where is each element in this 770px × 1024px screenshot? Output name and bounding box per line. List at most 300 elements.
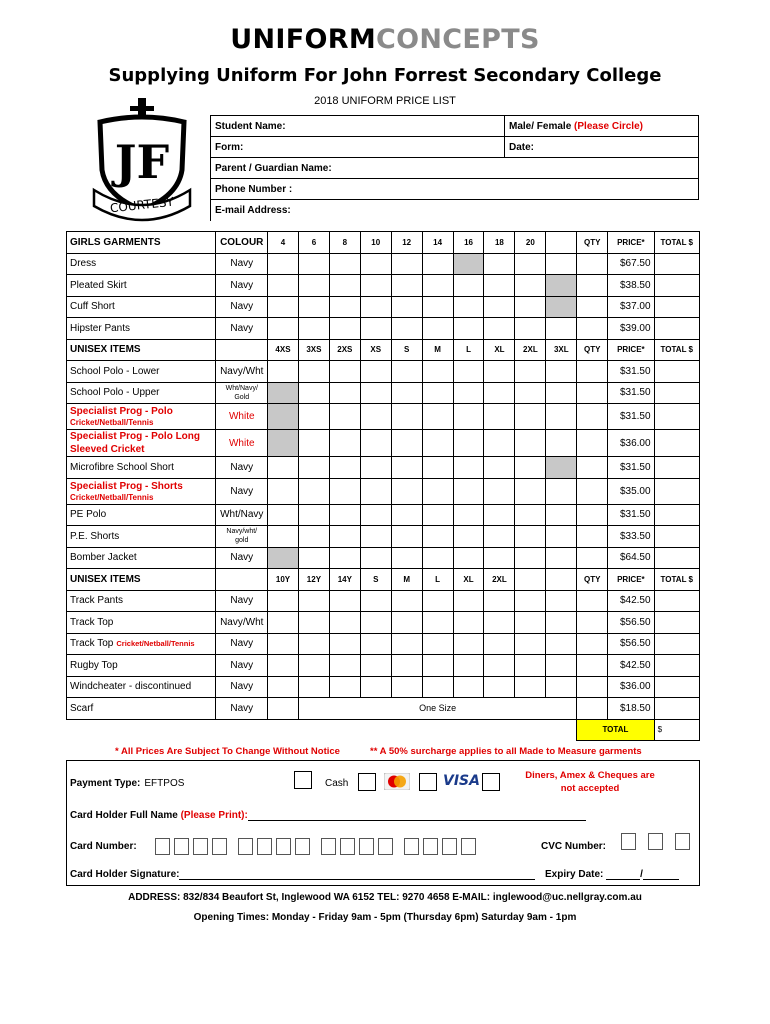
size-cell[interactable] xyxy=(360,382,391,404)
size-cell[interactable] xyxy=(298,253,329,275)
card-holder-name[interactable]: Card Holder Full Name (Please Print): xyxy=(70,810,586,821)
size-cell[interactable] xyxy=(298,404,329,430)
card-digit-box[interactable] xyxy=(212,838,227,855)
table-row xyxy=(67,457,700,479)
gender-field[interactable]: Male/ Female (Please Circle) xyxy=(505,116,699,137)
qty-cell[interactable] xyxy=(577,698,608,720)
size-cell[interactable] xyxy=(298,526,329,548)
size-cell[interactable] xyxy=(298,457,329,479)
grand-total-label: TOTAL xyxy=(577,719,654,741)
payment-type xyxy=(70,778,184,789)
total-cell[interactable] xyxy=(654,382,699,404)
size-cell[interactable] xyxy=(298,430,329,457)
item-name xyxy=(67,253,216,275)
size-cell[interactable] xyxy=(329,676,360,698)
one-size-cell: One Size xyxy=(298,698,576,720)
total-cell[interactable] xyxy=(654,633,699,655)
price-header: PRICE* xyxy=(608,569,654,591)
size-cell[interactable] xyxy=(298,382,329,404)
size-header: 20 xyxy=(515,232,546,254)
size-cell[interactable] xyxy=(546,633,577,655)
size-cell[interactable] xyxy=(268,676,299,698)
size-cell[interactable] xyxy=(360,633,391,655)
card-digit-box[interactable] xyxy=(321,838,336,855)
size-cell[interactable] xyxy=(360,318,391,340)
size-cell[interactable] xyxy=(422,275,453,297)
size-cell[interactable] xyxy=(515,296,546,318)
size-cell[interactable] xyxy=(298,633,329,655)
qty-header: QTY xyxy=(577,232,608,254)
size-cell[interactable] xyxy=(268,633,299,655)
size-cell[interactable] xyxy=(515,590,546,612)
size-cell[interactable] xyxy=(360,478,391,504)
size-cell[interactable] xyxy=(268,382,299,404)
size-cell[interactable] xyxy=(298,504,329,526)
size-cell[interactable] xyxy=(453,612,484,634)
size-cell[interactable] xyxy=(422,361,453,383)
qty-cell[interactable] xyxy=(577,318,608,340)
qty-header: QTY xyxy=(577,339,608,361)
size-cell[interactable] xyxy=(422,382,453,404)
size-cell[interactable] xyxy=(453,296,484,318)
size-cell[interactable] xyxy=(546,457,577,479)
total-cell[interactable] xyxy=(654,275,699,297)
expiry-date[interactable]: Expiry Date: / xyxy=(545,869,679,880)
size-cell[interactable] xyxy=(453,590,484,612)
size-cell[interactable] xyxy=(422,504,453,526)
size-cell[interactable] xyxy=(422,633,453,655)
size-cell[interactable] xyxy=(422,590,453,612)
phone-field[interactable]: Phone Number : xyxy=(211,179,699,200)
size-cell[interactable] xyxy=(329,633,360,655)
size-cell[interactable] xyxy=(515,633,546,655)
size-cell[interactable] xyxy=(329,504,360,526)
total-cell[interactable] xyxy=(654,655,699,677)
size-cell[interactable] xyxy=(268,296,299,318)
size-cell[interactable] xyxy=(453,382,484,404)
size-cell[interactable] xyxy=(391,361,422,383)
price-cell: $42.50 xyxy=(608,590,654,612)
price-cell: $56.50 xyxy=(608,633,654,655)
item-name-text: Specialist Prog - Shorts xyxy=(70,480,183,492)
size-cell[interactable] xyxy=(546,253,577,275)
qty-cell[interactable] xyxy=(577,633,608,655)
card-digit-box[interactable] xyxy=(423,838,438,855)
table-row xyxy=(67,361,700,383)
size-cell[interactable] xyxy=(391,526,422,548)
size-cell[interactable] xyxy=(546,504,577,526)
size-cell[interactable] xyxy=(453,253,484,275)
date-field[interactable]: Date: xyxy=(505,137,699,158)
grand-total-value[interactable]: $ xyxy=(654,719,699,741)
size-cell[interactable] xyxy=(360,457,391,479)
price-cell: $31.50 xyxy=(608,504,654,526)
card-digit-box[interactable] xyxy=(295,838,310,855)
qty-cell[interactable] xyxy=(577,457,608,479)
size-cell[interactable] xyxy=(268,253,299,275)
size-cell[interactable] xyxy=(422,676,453,698)
qty-cell[interactable] xyxy=(577,526,608,548)
size-cell[interactable] xyxy=(391,478,422,504)
size-header: 4XS xyxy=(268,339,299,361)
size-cell[interactable] xyxy=(484,318,515,340)
size-cell[interactable] xyxy=(484,526,515,548)
size-cell[interactable] xyxy=(484,655,515,677)
size-cell[interactable] xyxy=(391,457,422,479)
size-cell[interactable] xyxy=(422,296,453,318)
price-cell: $56.50 xyxy=(608,612,654,634)
size-cell[interactable] xyxy=(484,430,515,457)
size-cell[interactable] xyxy=(329,361,360,383)
size-cell[interactable] xyxy=(453,547,484,569)
size-cell[interactable] xyxy=(546,547,577,569)
card-digit-box[interactable] xyxy=(174,838,189,855)
card-holder-signature[interactable]: Card Holder Signature: xyxy=(70,869,535,880)
size-cell[interactable] xyxy=(484,612,515,634)
item-colour: Navy xyxy=(216,457,268,479)
size-cell[interactable] xyxy=(546,612,577,634)
size-cell[interactable] xyxy=(546,382,577,404)
size-cell[interactable] xyxy=(268,430,299,457)
size-cell[interactable] xyxy=(329,253,360,275)
size-cell[interactable] xyxy=(515,382,546,404)
parent-field[interactable]: Parent / Guardian Name: xyxy=(211,158,699,179)
size-cell[interactable] xyxy=(391,590,422,612)
size-cell[interactable] xyxy=(298,275,329,297)
size-header: 10Y xyxy=(268,569,299,591)
size-cell[interactable] xyxy=(515,478,546,504)
size-header: 18 xyxy=(484,232,515,254)
mastercard-checkbox[interactable] xyxy=(419,773,437,791)
size-cell[interactable] xyxy=(515,655,546,677)
size-cell[interactable] xyxy=(391,296,422,318)
size-cell[interactable] xyxy=(515,612,546,634)
size-cell[interactable] xyxy=(453,404,484,430)
total-cell[interactable] xyxy=(654,526,699,548)
size-cell[interactable] xyxy=(391,404,422,430)
qty-cell[interactable] xyxy=(577,382,608,404)
size-cell[interactable] xyxy=(422,430,453,457)
size-cell[interactable] xyxy=(422,457,453,479)
total-cell[interactable] xyxy=(654,504,699,526)
size-cell[interactable] xyxy=(422,478,453,504)
size-cell[interactable] xyxy=(422,526,453,548)
size-cell[interactable] xyxy=(329,275,360,297)
size-cell[interactable] xyxy=(268,612,299,634)
size-cell[interactable] xyxy=(268,547,299,569)
size-cell[interactable] xyxy=(484,253,515,275)
total-cell[interactable] xyxy=(654,676,699,698)
total-cell[interactable] xyxy=(654,547,699,569)
size-cell[interactable] xyxy=(546,318,577,340)
size-cell[interactable] xyxy=(484,590,515,612)
size-cell[interactable] xyxy=(484,504,515,526)
item-name xyxy=(67,612,216,634)
item-sub-text: Cricket/Netball/Tennis xyxy=(116,639,195,649)
size-cell[interactable] xyxy=(360,504,391,526)
item-colour: Navy xyxy=(216,698,268,720)
size-cell[interactable] xyxy=(298,655,329,677)
size-cell[interactable] xyxy=(453,430,484,457)
card-digit-box[interactable] xyxy=(276,838,291,855)
qty-cell[interactable] xyxy=(577,676,608,698)
size-cell[interactable] xyxy=(329,318,360,340)
qty-cell[interactable] xyxy=(577,504,608,526)
size-cell[interactable] xyxy=(453,318,484,340)
size-cell[interactable] xyxy=(329,404,360,430)
size-cell[interactable] xyxy=(329,547,360,569)
price-cell: $64.50 xyxy=(608,547,654,569)
size-cell[interactable] xyxy=(360,430,391,457)
size-cell[interactable] xyxy=(484,296,515,318)
surcharge-note: ** A 50% surcharge applies to all Made to Measure garments xyxy=(370,746,642,757)
size-cell[interactable] xyxy=(515,547,546,569)
size-cell[interactable] xyxy=(329,655,360,677)
size-cell[interactable] xyxy=(515,430,546,457)
size-cell[interactable] xyxy=(298,478,329,504)
qty-cell[interactable] xyxy=(577,253,608,275)
item-name xyxy=(67,275,216,297)
size-cell[interactable] xyxy=(453,504,484,526)
size-cell[interactable] xyxy=(268,275,299,297)
size-cell[interactable] xyxy=(546,526,577,548)
size-cell[interactable] xyxy=(391,504,422,526)
size-cell[interactable] xyxy=(360,361,391,383)
size-cell[interactable] xyxy=(546,430,577,457)
total-cell[interactable] xyxy=(654,404,699,430)
size-cell[interactable] xyxy=(329,478,360,504)
size-cell[interactable] xyxy=(391,253,422,275)
size-cell[interactable] xyxy=(484,676,515,698)
size-cell[interactable] xyxy=(329,296,360,318)
cvc-digit-box[interactable] xyxy=(675,833,690,850)
visa-checkbox[interactable] xyxy=(482,773,500,791)
size-cell[interactable] xyxy=(298,318,329,340)
size-cell[interactable] xyxy=(546,478,577,504)
card-digit-box[interactable] xyxy=(340,838,355,855)
size-cell[interactable] xyxy=(515,526,546,548)
size-cell[interactable] xyxy=(484,478,515,504)
qty-cell[interactable] xyxy=(577,655,608,677)
size-cell[interactable] xyxy=(515,361,546,383)
size-cell[interactable] xyxy=(268,655,299,677)
size-cell[interactable] xyxy=(360,296,391,318)
card-digit-box[interactable] xyxy=(238,838,253,855)
size-cell[interactable] xyxy=(329,457,360,479)
item-name-text: Windcheater - discontinued xyxy=(70,681,192,693)
size-cell[interactable] xyxy=(546,676,577,698)
cash-checkbox[interactable] xyxy=(358,773,376,791)
size-cell[interactable] xyxy=(268,698,299,720)
qty-cell[interactable] xyxy=(577,430,608,457)
student-name-field[interactable]: Student Name: xyxy=(211,116,505,137)
total-cell[interactable] xyxy=(654,318,699,340)
price-cell: $36.00 xyxy=(608,676,654,698)
qty-cell[interactable] xyxy=(577,361,608,383)
price-list-title: 2018 UNIFORM PRICE LIST xyxy=(314,95,456,107)
size-cell[interactable] xyxy=(360,676,391,698)
size-header: 6 xyxy=(298,232,329,254)
qty-cell[interactable] xyxy=(577,612,608,634)
size-cell[interactable] xyxy=(360,526,391,548)
qty-cell[interactable] xyxy=(577,478,608,504)
size-cell[interactable] xyxy=(391,382,422,404)
size-cell[interactable] xyxy=(546,275,577,297)
size-cell[interactable] xyxy=(453,361,484,383)
size-cell[interactable] xyxy=(453,526,484,548)
size-cell[interactable] xyxy=(484,275,515,297)
size-cell[interactable] xyxy=(546,655,577,677)
size-cell[interactable] xyxy=(391,676,422,698)
size-cell[interactable] xyxy=(298,547,329,569)
price-table xyxy=(66,231,700,741)
qty-cell[interactable] xyxy=(577,275,608,297)
size-cell[interactable] xyxy=(484,457,515,479)
size-cell[interactable] xyxy=(391,275,422,297)
total-cell[interactable] xyxy=(654,590,699,612)
size-cell[interactable] xyxy=(298,612,329,634)
size-cell[interactable] xyxy=(515,457,546,479)
size-cell[interactable] xyxy=(329,526,360,548)
cvc-digit-box[interactable] xyxy=(648,833,663,850)
size-cell[interactable] xyxy=(391,430,422,457)
total-cell[interactable] xyxy=(654,253,699,275)
eftpos-checkbox[interactable] xyxy=(294,771,312,789)
qty-cell[interactable] xyxy=(577,404,608,430)
size-cell[interactable] xyxy=(515,253,546,275)
item-colour: Wht/Navy xyxy=(216,504,268,526)
size-cell[interactable] xyxy=(268,457,299,479)
item-name-text: Specialist Prog - Polo xyxy=(70,406,173,417)
size-cell[interactable] xyxy=(546,296,577,318)
size-cell[interactable] xyxy=(268,526,299,548)
size-cell[interactable] xyxy=(453,457,484,479)
colour-header xyxy=(216,569,268,591)
cvc-digit-box[interactable] xyxy=(621,833,636,850)
size-cell[interactable] xyxy=(422,404,453,430)
table-row xyxy=(67,655,700,677)
size-cell[interactable] xyxy=(515,275,546,297)
item-colour: Navy/Wht xyxy=(216,361,268,383)
size-cell[interactable] xyxy=(360,547,391,569)
size-cell[interactable] xyxy=(268,478,299,504)
size-cell[interactable] xyxy=(298,361,329,383)
size-cell[interactable] xyxy=(484,633,515,655)
size-cell[interactable] xyxy=(546,404,577,430)
card-digit-box[interactable] xyxy=(155,838,170,855)
total-cell[interactable] xyxy=(654,698,699,720)
item-name-text: Bomber Jacket xyxy=(70,552,137,564)
size-cell[interactable] xyxy=(298,296,329,318)
total-cell[interactable] xyxy=(654,361,699,383)
total-cell[interactable] xyxy=(654,430,699,457)
size-cell[interactable] xyxy=(484,404,515,430)
size-cell[interactable] xyxy=(484,547,515,569)
size-cell[interactable] xyxy=(515,504,546,526)
size-cell[interactable] xyxy=(360,275,391,297)
qty-cell[interactable] xyxy=(577,547,608,569)
size-cell[interactable] xyxy=(298,590,329,612)
total-cell[interactable] xyxy=(654,457,699,479)
form-field[interactable]: Form: xyxy=(211,137,505,158)
size-cell[interactable] xyxy=(515,318,546,340)
card-digit-box[interactable] xyxy=(378,838,393,855)
card-digit-box[interactable] xyxy=(193,838,208,855)
table-row xyxy=(67,590,700,612)
item-name-text: Pleated Skirt xyxy=(70,279,127,291)
qty-cell[interactable] xyxy=(577,296,608,318)
size-cell[interactable] xyxy=(268,318,299,340)
total-cell[interactable] xyxy=(654,296,699,318)
size-cell[interactable] xyxy=(268,504,299,526)
size-cell[interactable] xyxy=(546,590,577,612)
size-cell[interactable] xyxy=(329,612,360,634)
size-cell[interactable] xyxy=(391,633,422,655)
item-colour: Navy xyxy=(216,253,268,275)
size-cell[interactable] xyxy=(329,590,360,612)
size-cell[interactable] xyxy=(422,547,453,569)
card-digit-box[interactable] xyxy=(257,838,272,855)
size-cell[interactable] xyxy=(360,404,391,430)
item-name xyxy=(67,676,216,698)
size-cell[interactable] xyxy=(484,361,515,383)
card-digit-box[interactable] xyxy=(461,838,476,855)
size-cell[interactable] xyxy=(329,430,360,457)
card-digit-box[interactable] xyxy=(359,838,374,855)
size-header: 12Y xyxy=(298,569,329,591)
size-cell[interactable] xyxy=(453,478,484,504)
card-digit-box[interactable] xyxy=(404,838,419,855)
size-cell[interactable] xyxy=(546,361,577,383)
size-cell[interactable] xyxy=(391,318,422,340)
email-field[interactable]: E-mail Address: xyxy=(211,200,505,221)
item-name-text: Cuff Short xyxy=(70,301,115,313)
size-cell[interactable] xyxy=(515,676,546,698)
table-row xyxy=(67,430,700,457)
size-cell[interactable] xyxy=(360,612,391,634)
size-cell[interactable] xyxy=(391,547,422,569)
item-name-text: Dress xyxy=(70,258,97,270)
size-cell[interactable] xyxy=(268,361,299,383)
size-cell[interactable] xyxy=(422,253,453,275)
size-cell[interactable] xyxy=(453,676,484,698)
size-header: 4 xyxy=(268,232,299,254)
item-name-text: Track Top xyxy=(70,616,114,628)
size-cell[interactable] xyxy=(360,253,391,275)
size-cell[interactable] xyxy=(453,655,484,677)
total-cell[interactable] xyxy=(654,478,699,504)
size-cell[interactable] xyxy=(422,318,453,340)
size-cell[interactable] xyxy=(422,612,453,634)
size-cell[interactable] xyxy=(360,590,391,612)
size-cell[interactable] xyxy=(484,382,515,404)
size-cell[interactable] xyxy=(453,633,484,655)
size-cell[interactable] xyxy=(329,382,360,404)
size-cell[interactable] xyxy=(453,275,484,297)
size-cell[interactable] xyxy=(391,655,422,677)
size-cell[interactable] xyxy=(391,612,422,634)
size-cell[interactable] xyxy=(360,655,391,677)
size-cell[interactable] xyxy=(268,404,299,430)
size-cell[interactable] xyxy=(268,590,299,612)
size-cell[interactable] xyxy=(422,655,453,677)
size-cell[interactable] xyxy=(515,404,546,430)
total-cell[interactable] xyxy=(654,612,699,634)
qty-cell[interactable] xyxy=(577,590,608,612)
item-name-text: Rugby Top xyxy=(70,659,118,671)
size-cell[interactable] xyxy=(298,676,329,698)
card-digit-box[interactable] xyxy=(442,838,457,855)
